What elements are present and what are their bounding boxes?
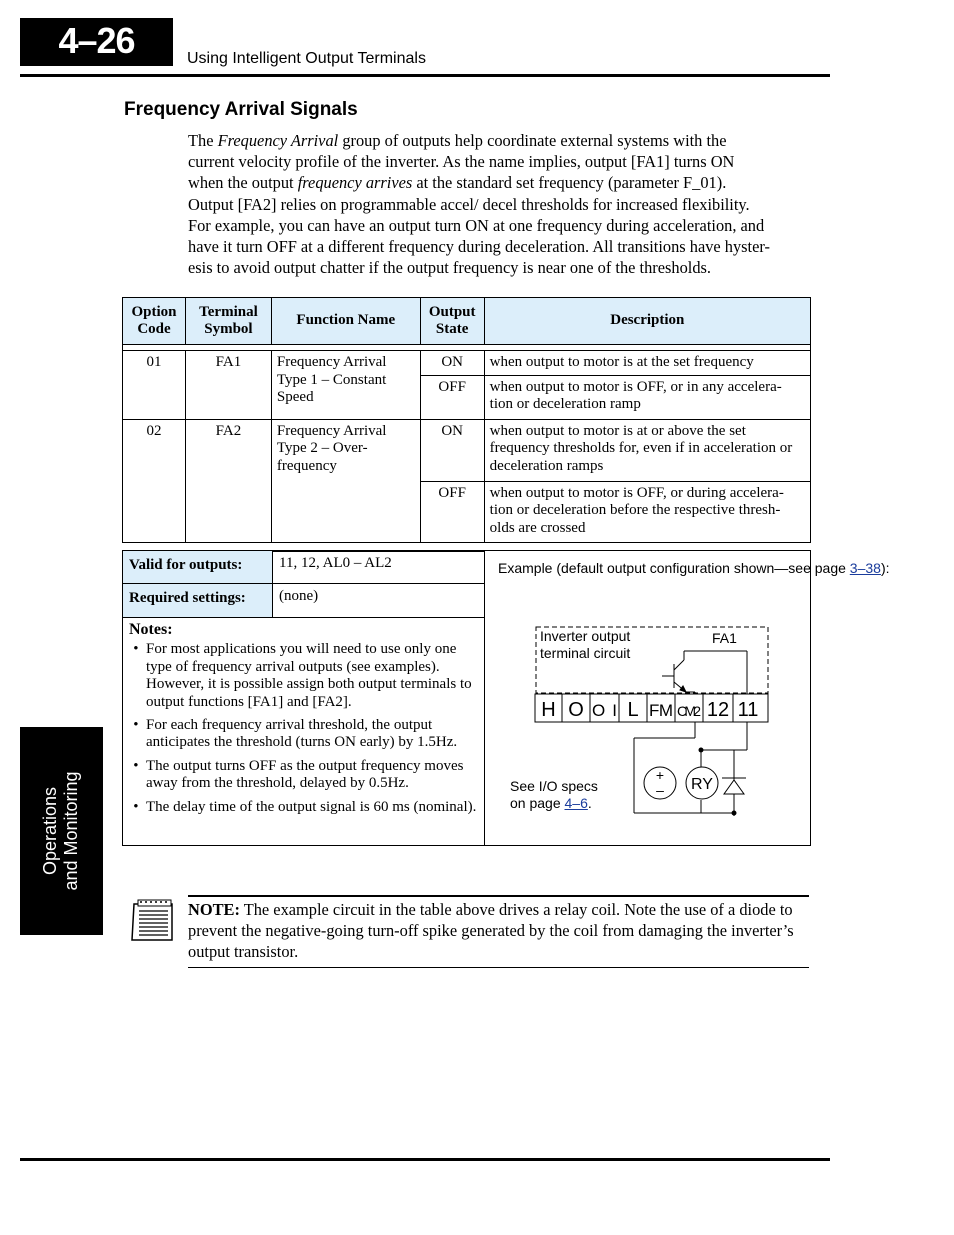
example-caption bbox=[498, 560, 890, 577]
note-item: • For most applications you will need to use only one type of frequency arrival outputs (see examples). However, it is possible assign both output terminals to output functions [FA1] and [FA2]. bbox=[146, 641, 481, 711]
box-label-1: Inverter output bbox=[540, 628, 631, 644]
junction-dot bbox=[699, 748, 704, 753]
see-io-suffix: . bbox=[587, 794, 592, 811]
description-cell: when output to motor is at or above the set frequency thresholds for, even if in acceleration or deceleration ramps bbox=[484, 419, 810, 481]
header-rule bbox=[20, 74, 830, 77]
terminal-fm: FM bbox=[649, 701, 673, 720]
output-state-cell: ON bbox=[420, 419, 484, 481]
function-name-cell: Frequency Arrival Type 2 – Over-frequency bbox=[271, 419, 420, 542]
fa1-label: FA1 bbox=[712, 630, 737, 646]
output-state-cell: ON bbox=[420, 351, 484, 376]
page-link-3-38[interactable]: 3–38 bbox=[849, 560, 881, 576]
box-label-2: terminal circuit bbox=[540, 645, 631, 661]
table-row bbox=[123, 351, 811, 376]
option-code-cell: 01 bbox=[123, 351, 186, 420]
table-header-row bbox=[123, 298, 811, 345]
terminal-symbol-cell: FA2 bbox=[185, 419, 271, 542]
valid-for-label: Valid for outputs: bbox=[123, 551, 273, 584]
description-cell: when output to motor is OFF, or during accelera-tion or deceleration before the respective thresh-olds are crossed bbox=[484, 481, 810, 542]
valid-for-value: 11, 12, AL0 – AL2 bbox=[273, 551, 485, 584]
diode-icon bbox=[722, 776, 746, 800]
terminal-oi: OI bbox=[592, 701, 617, 720]
example-caption-text: Example (default output configuration shown—see page bbox=[498, 560, 850, 576]
intro-line: esis to avoid output chatter if the output frequency is near one of the thresholds. bbox=[188, 258, 711, 278]
note-rule-bottom bbox=[188, 967, 809, 968]
note-rule-top bbox=[188, 895, 809, 897]
notepad-icon bbox=[128, 896, 176, 942]
header-output-state: Output State bbox=[420, 298, 484, 345]
example-caption-suffix: ): bbox=[880, 560, 890, 576]
notes-list bbox=[129, 641, 481, 816]
side-tab-line1: Operations bbox=[40, 786, 60, 876]
page-link-4-6[interactable]: 4–6 bbox=[564, 794, 588, 811]
terminal-h: H bbox=[541, 699, 556, 721]
header-function-name: Function Name bbox=[271, 298, 420, 345]
intro-line: have it turn OFF at a different frequency during deceleration. All transitions have hyster- bbox=[188, 237, 770, 257]
function-name-cell: Frequency Arrival Type 1 – Constant Speed bbox=[271, 351, 420, 420]
plus-sign: + bbox=[655, 767, 665, 783]
terminal-12: 12 bbox=[706, 699, 730, 721]
see-io-line2 bbox=[510, 795, 598, 812]
output-state-cell: OFF bbox=[420, 481, 484, 542]
description-cell: when output to motor is OFF, or in any accelera-tion or deceleration ramp bbox=[484, 375, 810, 419]
intro-line: For example, you can have an output turn ON at one frequency during acceleration, and bbox=[188, 215, 765, 235]
intro-paragraph bbox=[188, 130, 813, 278]
table-row bbox=[123, 419, 811, 481]
see-io-line1: See I/O specs bbox=[510, 778, 598, 794]
section-heading: Frequency Arrival Signals bbox=[124, 99, 358, 120]
terminal-11: 11 bbox=[737, 699, 759, 721]
supply-wire bbox=[620, 760, 650, 820]
note-body: The example circuit in the table above drives a relay coil. Note the use of a diode to prevent the negative-going turn-off spike generated by the coil from damaging the inverter’s output transistor. bbox=[188, 900, 794, 962]
junction-dot bbox=[732, 811, 737, 816]
footer-rule bbox=[20, 1158, 830, 1161]
note-item: • For each frequency arrival threshold, the output anticipates the threshold (turns ON early) by 1.5Hz. bbox=[146, 717, 481, 752]
header-option-code: Option Code bbox=[123, 298, 186, 345]
terminal-o: O bbox=[568, 699, 584, 721]
option-code-cell: 02 bbox=[123, 419, 186, 542]
frequency-arrival-table bbox=[122, 297, 811, 543]
header-title: Using Intelligent Output Terminals bbox=[187, 50, 426, 67]
external-wiring bbox=[634, 722, 747, 816]
see-io-specs bbox=[510, 778, 598, 811]
required-settings-value: (none) bbox=[273, 584, 485, 618]
header-terminal-symbol: Terminal Symbol bbox=[185, 298, 271, 345]
intro-line: current velocity profile of the inverter. As the name implies, output [FA1] turns ON bbox=[188, 152, 735, 172]
note-label: NOTE: bbox=[188, 900, 240, 919]
minus-sign: – bbox=[656, 782, 664, 798]
intro-line: The Frequency Arrival group of outputs help coordinate external systems with the bbox=[188, 131, 727, 150]
output-state-cell: OFF bbox=[420, 375, 484, 419]
intro-line: Output [FA2] relies on programmable accel/ decel thresholds for increased flexibility. bbox=[188, 194, 750, 214]
note-item: • The delay time of the output signal is 60 ms (nominal). bbox=[146, 799, 481, 816]
terminal-symbol-cell: FA1 bbox=[185, 351, 271, 420]
side-tab bbox=[20, 727, 103, 935]
note-text bbox=[188, 899, 813, 963]
description-cell: when output to motor is at the set frequency bbox=[484, 351, 810, 376]
relay-label: RY bbox=[691, 776, 713, 793]
note-item: • The output turns OFF as the output frequency moves away from the threshold, delayed by 0.5Hz. bbox=[146, 758, 481, 793]
notes-block bbox=[129, 621, 481, 822]
page-number: 4–26 bbox=[20, 18, 173, 66]
side-tab-line2: and Monitoring bbox=[61, 771, 81, 891]
transistor-icon bbox=[662, 651, 747, 694]
notes-heading: Notes: bbox=[129, 621, 173, 638]
required-settings-label: Required settings: bbox=[123, 584, 273, 618]
terminal-l: L bbox=[627, 699, 639, 721]
terminal-cm2: CM2 bbox=[677, 703, 701, 719]
see-io-prefix: on page bbox=[510, 794, 565, 811]
intro-line: when the output frequency arrives at the standard set frequency (parameter F_01). bbox=[188, 173, 727, 193]
header-description: Description bbox=[484, 298, 810, 345]
